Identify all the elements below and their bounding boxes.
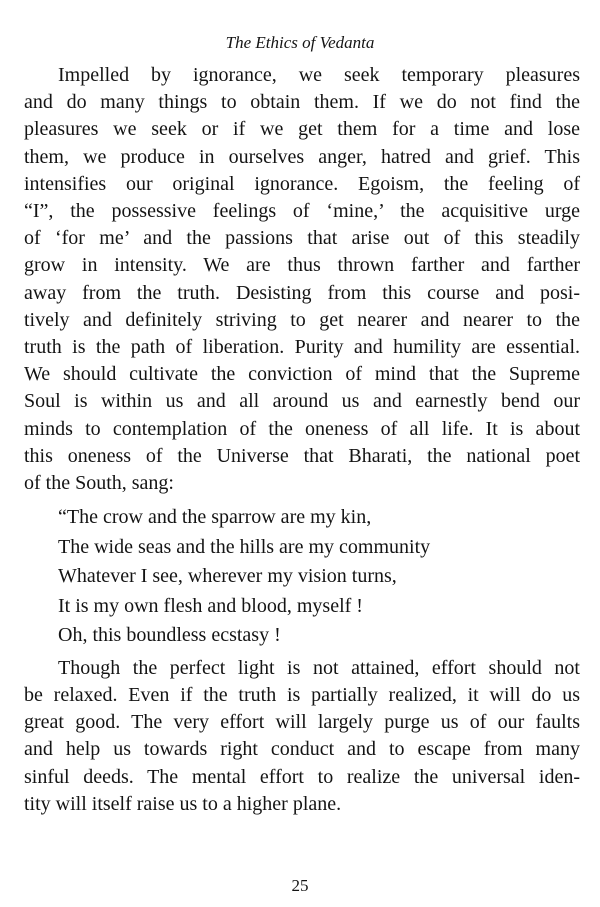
text-line: intensifies our original ignorance. Egoism, the feeling of — [24, 172, 580, 195]
paragraph-1 — [24, 62, 580, 497]
verse-line: It is my own flesh and blood, myself ! — [58, 594, 363, 617]
verse-line: “The crow and the sparrow are my kin, — [58, 506, 372, 529]
text-line: of ‘for me’ and the passions that arise out of this steadily — [24, 227, 580, 250]
text-line: We should cultivate the conviction of mind that the Supreme — [24, 363, 580, 386]
verse-line: Oh, this boundless ecstasy ! — [58, 624, 281, 647]
text-line: Soul is within us and all around us and earnestly bend our — [24, 390, 580, 413]
text-line: Impelled by ignorance, we seek temporary pleasures — [58, 64, 580, 86]
text-line: this oneness of the Universe that Bharati, the national poet — [24, 444, 580, 467]
text-line: Though the perfect light is not attained, effort should not — [58, 656, 580, 679]
body-text — [24, 62, 580, 818]
text-line: pleasures we seek or if we get them for a time and lose — [24, 118, 580, 141]
text-line: and do many things to obtain them. If we do not find the — [24, 91, 580, 114]
text-line: great good. The very effort will largely purge us of our faults — [24, 711, 580, 734]
text-line: minds to contemplation of the oneness of all life. It is about — [24, 417, 580, 440]
running-head: The Ethics of Vedanta — [225, 33, 375, 52]
paragraph-2 — [24, 655, 580, 818]
text-line: “I”, the possessive feelings of ‘mine,’ the acquisitive urge — [24, 200, 580, 223]
text-line: and help us towards right conduct and to escape from many — [24, 738, 580, 761]
text-line: them, we produce in ourselves anger, hatred and grief. This — [24, 145, 580, 168]
text-line: truth is the path of liberation. Purity and humility are essential. — [24, 336, 580, 359]
text-line: of the South, sang: — [24, 472, 174, 495]
verse-quote — [24, 503, 580, 651]
verse-line: The wide seas and the hills are my community — [58, 535, 431, 558]
text-line: sinful deeds. The mental effort to realize the universal iden- — [24, 765, 580, 788]
text-line: away from the truth. Desisting from this course and posi- — [24, 281, 580, 304]
text-line: tity will itself raise us to a higher plane. — [24, 792, 342, 815]
text-line: tively and definitely striving to get nearer and nearer to the — [24, 308, 580, 331]
text-line: grow in intensity. We are thus thrown farther and farther — [24, 254, 580, 277]
verse-line: Whatever I see, wherever my vision turns, — [58, 565, 397, 588]
page-number: 25 — [291, 876, 309, 895]
text-line: be relaxed. Even if the truth is partially realized, it will do us — [24, 683, 580, 706]
